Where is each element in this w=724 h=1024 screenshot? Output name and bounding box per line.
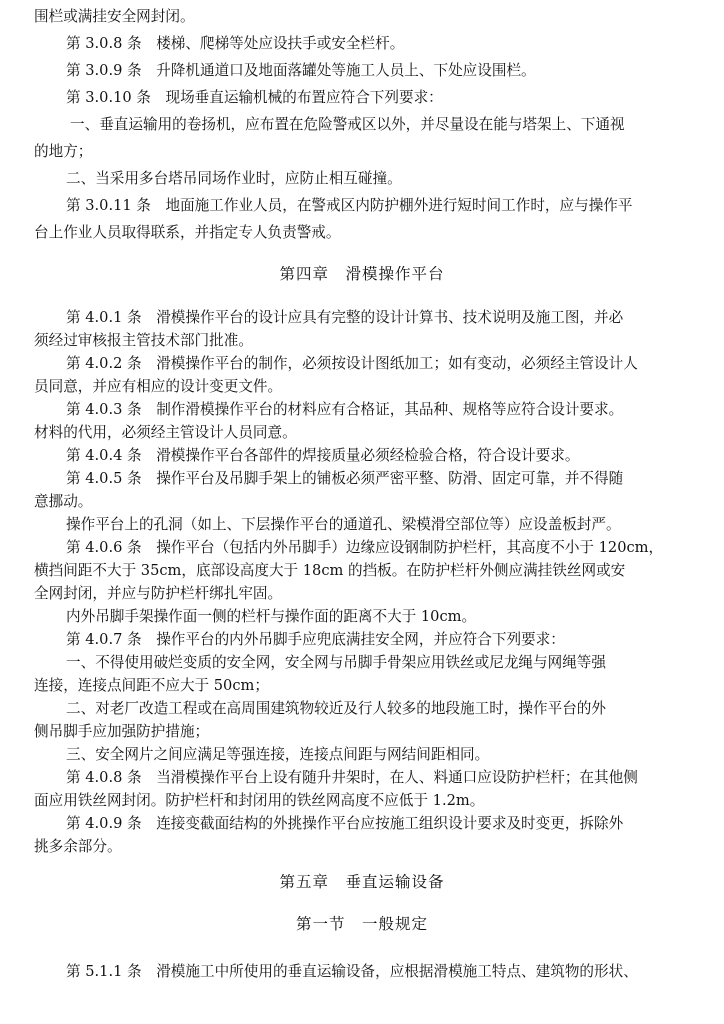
chapter-title: 第五章 垂直运输设备 [279, 873, 445, 891]
text-line: 须经过审核报主管技术部门批准。 [34, 332, 253, 349]
section-title: 第一节 一般规定 [295, 915, 428, 933]
text-line: 第 4.0.1 条 滑模操作平台的设计应具有完整的设计计算书、技术说明及施工图，并必 [66, 309, 624, 326]
text-line: 第 4.0.9 条 连接变截面结构的外挑操作平台应按施工组织设计要求及时变更，拆除外 [66, 815, 624, 832]
text-line: 内外吊脚手架操作面一侧的栏杆与操作面的距离不大于 10cm。 [66, 608, 477, 625]
text-line: 第 4.0.7 条 操作平台的内外吊脚手应兜底满挂安全网，并应符合下列要求： [66, 631, 565, 648]
text-line: 挑多余部分。 [34, 838, 122, 855]
text-line: 第 5.1.1 条 滑模施工中所使用的垂直运输设备，应根据滑模施工特点、建筑物的形状、 [66, 963, 638, 980]
text-line: 围栏或满挂安全网封闭。 [34, 8, 195, 25]
text-line: 面应用铁丝网封闭。防护栏杆和封闭用的铁丝网高度不应低于 1.2m。 [34, 792, 485, 809]
text-line: 第 4.0.8 条 当滑模操作平台上设有随升井架时，在人、料通口应设防护栏杆；在其他侧 [66, 769, 638, 786]
text-line: 意挪动。 [34, 493, 93, 510]
text-line: 第 3.0.11 条 地面施工作业人员，在警戒区内防护棚外进行短时间工作时，应与操作平 [66, 197, 633, 214]
text-line: 三、安全网片之间应满足等强连接，连接点间距与网结间距相同。 [66, 746, 490, 763]
text-line: 一、垂直运输用的卷扬机，应布置在危险警戒区以外，并尽量设在能与塔架上、下通视 [70, 116, 625, 133]
text-line: 材料的代用，必须经主管设计人员同意。 [34, 424, 297, 441]
text-line: 横挡间距不大于 35cm，底部设高度大于 18cm 的挡板。在防护栏杆外侧应满挂铁丝网或安 [34, 562, 626, 579]
text-line: 第 4.0.4 条 滑模操作平台各部件的焊接质量必须经检验合格，符合设计要求。 [66, 447, 580, 464]
text-line: 第 3.0.8 条 楼梯、爬梯等处应设扶手或安全栏杆。 [66, 35, 405, 52]
text-line: 侧吊脚手应加强防护措施； [34, 723, 210, 740]
chapter-title: 第四章 滑模操作平台 [279, 265, 445, 283]
text-line: 第 4.0.2 条 滑模操作平台的制作，必须按设计图纸加工；如有变动，必须经主管设计人 [66, 355, 638, 372]
text-line: 第 3.0.10 条 现场垂直运输机械的布置应符合下列要求： [66, 89, 443, 106]
text-line: 操作平台上的孔洞（如上、下层操作平台的通道孔、梁模滑空部位等）应设盖板封严。 [66, 516, 621, 533]
text-line: 的地方； [34, 143, 93, 160]
text-line: 员同意，并应有相应的设计变更文件。 [34, 378, 283, 395]
text-line: 第 4.0.5 条 操作平台及吊脚手架上的铺板必须严密平整、防滑、固定可靠，并不得随 [66, 470, 624, 487]
text-line: 二、对老厂改造工程或在高周围建筑物较近及行人较多的地段施工时，操作平台的外 [66, 700, 606, 717]
text-line: 一、不得使用破烂变质的安全网，安全网与吊脚手骨架应用铁丝或尼龙绳与网绳等强 [66, 654, 606, 671]
text-line: 第 4.0.3 条 制作滑模操作平台的材料应有合格证，其品种、规格等应符合设计要求。 [66, 401, 624, 418]
text-line: 台上作业人员取得联系，并指定专人负责警戒。 [34, 224, 341, 241]
text-line: 连接，连接点间距不应大于 50cm； [34, 677, 269, 694]
text-line: 全网封闭，并应与防护栏杆绑扎牢固。 [34, 585, 283, 602]
text-line: 第 4.0.6 条 操作平台（包括内外吊脚手）边缘应设钢制防护栏杆，其高度不小于 120cm， [66, 539, 664, 556]
text-line: 二、当采用多台塔吊同场作业时，应防止相互碰撞。 [66, 170, 402, 187]
text-line: 第 3.0.9 条 升降机通道口及地面落罐处等施工人员上、下处应设围栏。 [66, 62, 536, 79]
